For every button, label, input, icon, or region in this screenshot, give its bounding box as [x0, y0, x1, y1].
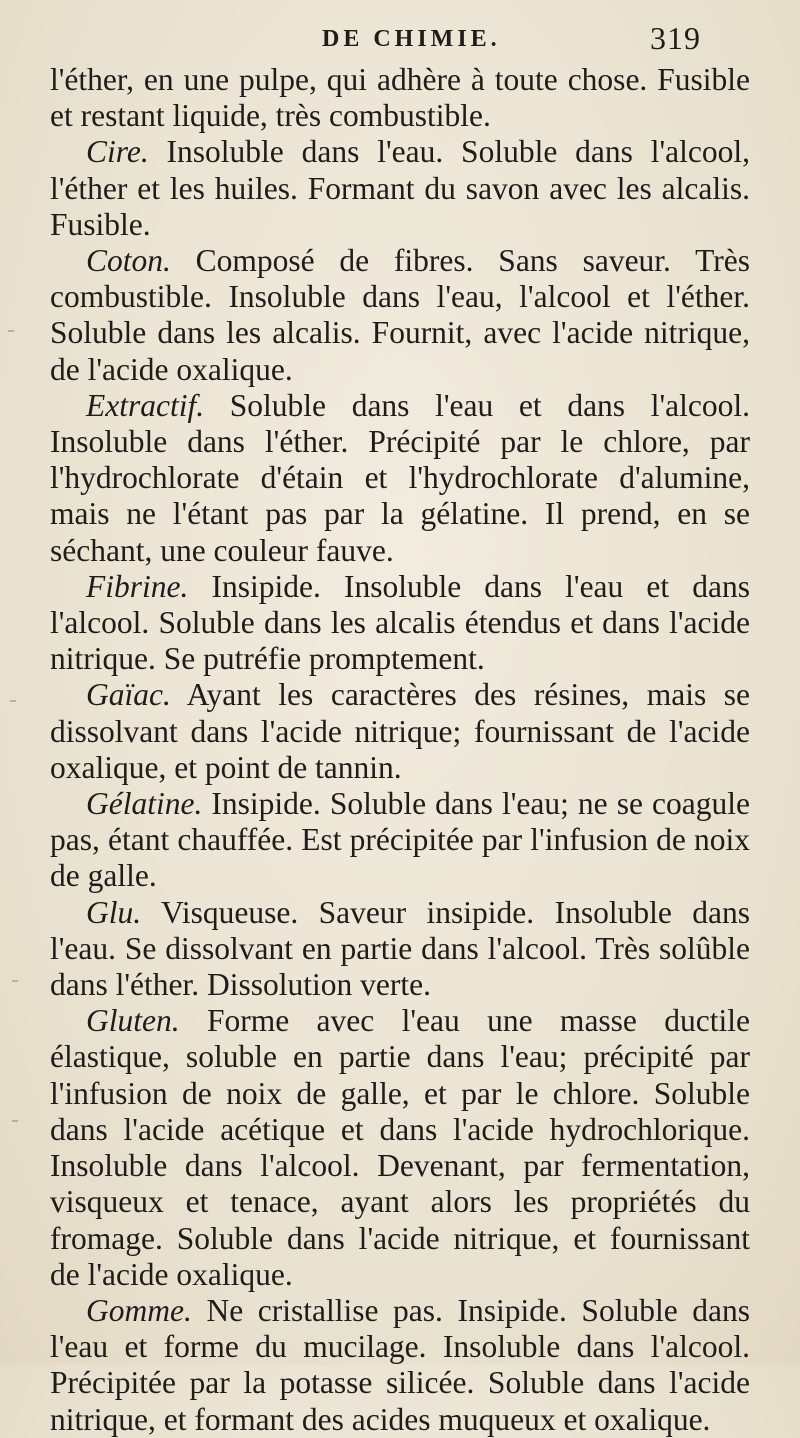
- entry-gomme: [50, 1293, 750, 1438]
- entry-term: Gomme.: [86, 1292, 192, 1328]
- entry-text: Soluble dans l'eau et dans l'alcool. Insoluble dans l'éther. Précipité par le chlore, par l'hydrochlorate d'étain et l'hydrochlorate d'alumine, mais ne l'étant pas par la gélatine. Il prend, en se séchant, une couleur fauve.: [50, 387, 750, 568]
- entry-coton: [50, 243, 750, 388]
- entry-term: Extractif.: [86, 387, 205, 423]
- entry-term: Glu.: [86, 894, 142, 930]
- entry-fibrine: [50, 569, 750, 678]
- entry-text: Visqueuse. Saveur insipide. Insoluble dans l'eau. Se dissolvant en partie dans l'alcool. Très solûble dans l'éther. Dissolution verte.: [50, 894, 750, 1003]
- entry-gaiac: [50, 677, 750, 786]
- entry-cire: [50, 134, 750, 243]
- page-number: 319: [650, 20, 701, 56]
- entry-text: Composé de fibres. Sans saveur. Très combustible. Insoluble dans l'eau, l'alcool et l'éther. Soluble dans les alcalis. Fournit, avec l'acide nitrique, de l'acide oxalique.: [50, 243, 750, 387]
- running-head: [0, 18, 800, 58]
- entry-text: Forme avec l'eau une masse ductile élastique, soluble en partie dans l'eau; précipité par l'infusion de noix de galle, et par le chlore. Soluble dans l'acide acétique et dans l'acide hydrochlorique. Insoluble dans l'alcool. Devenant, par fermentation, visqueux et tenace, ayant alors les propriétés du fromage. Soluble dans l'acide nitrique, et fournissant de l'acide oxalique.: [50, 1003, 750, 1292]
- entry-glu: [50, 895, 750, 1004]
- body-text: [50, 62, 750, 1438]
- entry-gelatine: [50, 786, 750, 895]
- paragraph-continuation: [50, 62, 750, 134]
- margin-speck: [8, 330, 14, 332]
- paragraph-text: l'éther, en une pulpe, qui adhère à toute chose. Fusible et restant liquide, très combustible.: [50, 62, 750, 134]
- entry-term: Cire.: [86, 134, 149, 170]
- margin-speck: [10, 700, 16, 702]
- entry-term: Gélatine.: [86, 786, 203, 822]
- margin-speck: [12, 1120, 18, 1122]
- entry-text: Ne cristallise pas. Insipide. Soluble dans l'eau et forme du mucilage. Insoluble dans l'alcool. Précipitée par la potasse silicée. Soluble dans l'acide nitrique, et formant des acides muqueux et oxalique.: [50, 1292, 750, 1437]
- entry-text: Ayant les caractères des résines, mais se dissolvant dans l'acide nitrique; fournissant de l'acide oxalique, et point de tannin.: [50, 677, 750, 785]
- entry-gluten: [50, 1003, 750, 1293]
- entry-term: Coton.: [86, 243, 171, 279]
- entry-text: Insoluble dans l'eau. Soluble dans l'alcool, l'éther et les huiles. Formant du savon avec les alcalis. Fusible.: [50, 134, 750, 242]
- entry-term: Gluten.: [86, 1003, 180, 1039]
- entry-text: Insipide. Insoluble dans l'eau et dans l'alcool. Soluble dans les alcalis étendus et dans l'acide nitrique. Se putréfie promptement.: [50, 568, 750, 677]
- entry-term: Gaïac.: [86, 677, 171, 713]
- margin-speck: [12, 980, 18, 982]
- running-head-title: DE CHIMIE.: [322, 26, 501, 52]
- entry-term: Fibrine.: [86, 568, 189, 604]
- entry-extractif: [50, 388, 750, 569]
- entry-text: Insipide. Soluble dans l'eau; ne se coagule pas, étant chauffée. Est précipitée par l'infusion de noix de galle.: [50, 786, 750, 894]
